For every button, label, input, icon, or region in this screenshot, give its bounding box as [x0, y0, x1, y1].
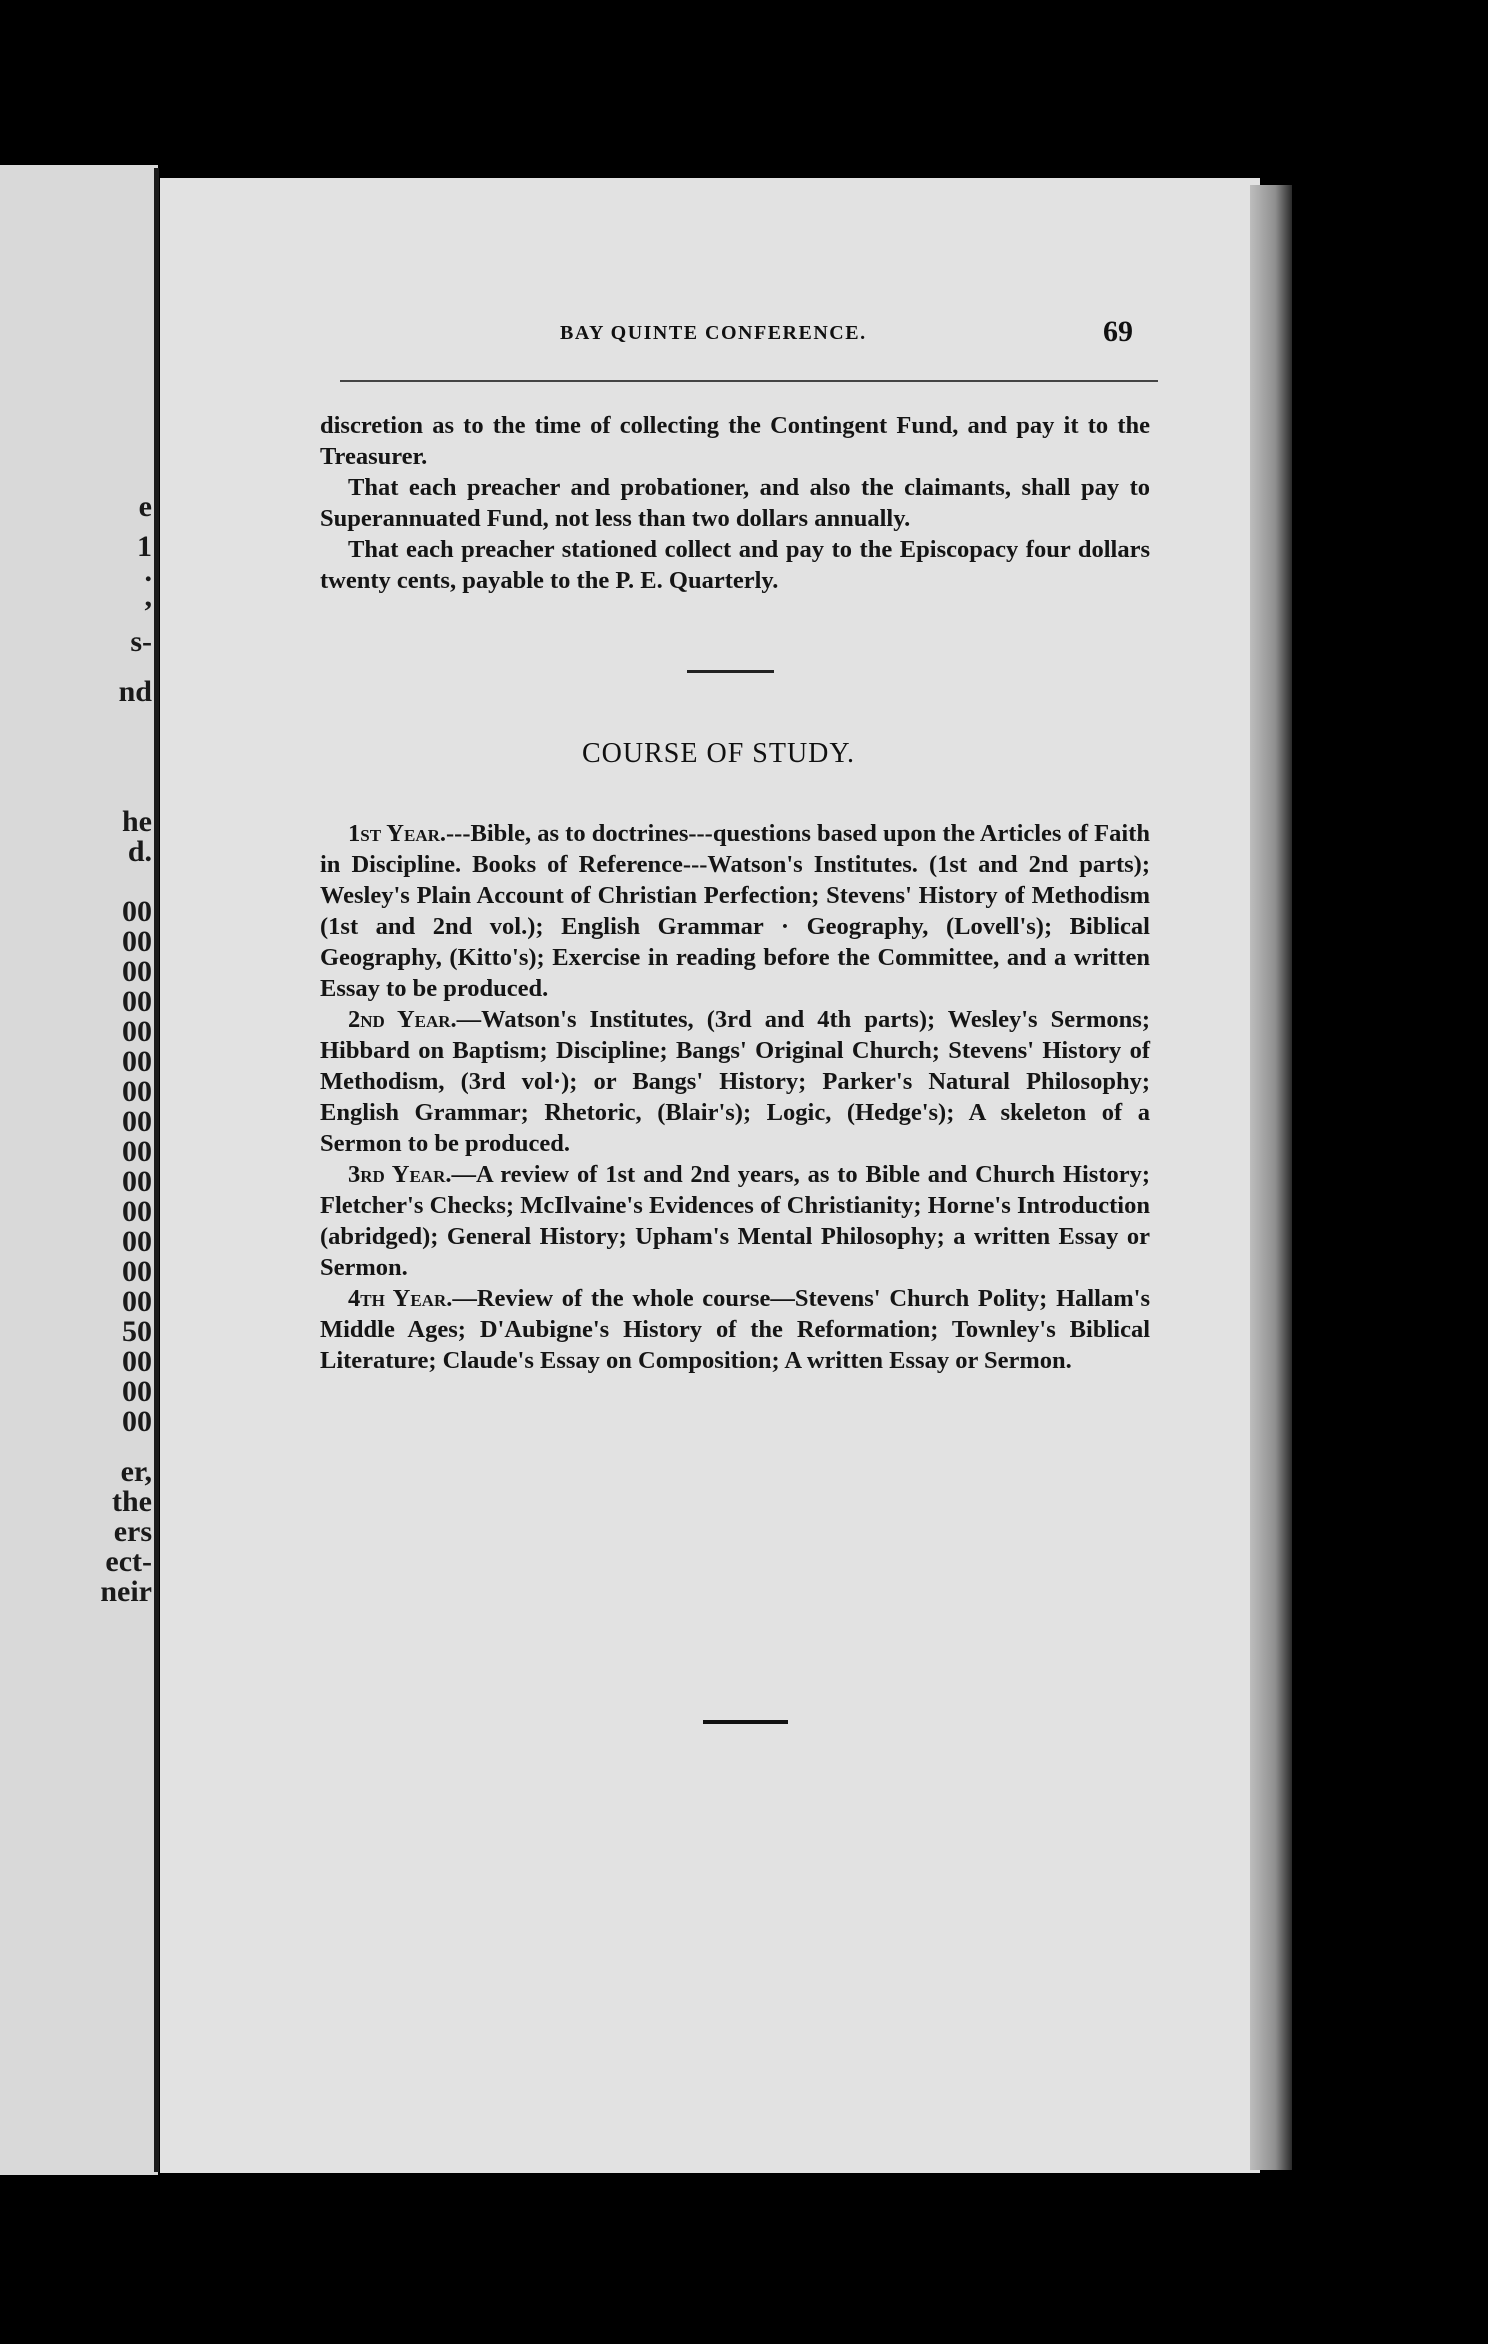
running-head: BAY QUINTE CONFERENCE.: [560, 322, 867, 344]
facing-page-text: 1: [137, 530, 152, 563]
facing-page-text: 00: [122, 895, 152, 928]
facing-page-text: ers: [113, 1515, 152, 1548]
page-edge: [1250, 185, 1292, 2170]
year-3-paragraph: [320, 1159, 1150, 1283]
intro-paragraph-3: That each preacher stationed collect and pay to the Episcopacy four dollars twenty cents, payable to the P. E. Quarterly.: [320, 536, 1150, 594]
facing-page-text: 00: [122, 1345, 152, 1378]
facing-page-fragment: [0, 165, 158, 2175]
facing-page-text: 00: [122, 1405, 152, 1438]
facing-page-text: s-: [130, 625, 152, 658]
facing-page-text: e: [138, 490, 152, 523]
facing-page-text: d.: [127, 835, 152, 868]
facing-page-text: neir: [100, 1575, 152, 1608]
intro-paragraph-1: discretion as to the time of collecting the Contingent Fund, and pay it to the Treasurer.: [320, 412, 1150, 470]
facing-page-text: 00: [122, 1225, 152, 1258]
facing-page-text: ,: [144, 580, 152, 613]
facing-page-text: 00: [122, 1375, 152, 1408]
year-1-text: ---Bible, as to doctrines---questions based upon the Articles of Faith in Discipline. Books of Reference---Watson's Institutes. (1st and 2nd parts); Wesley's Plain Account of Christian Perfection; Stevens' History of Methodism (1st and 2nd vol.); English Grammar · Geography, (Lovell's); Biblical Geography, (Kitto's); Exercise in reading before the Committee, and a written Essay to be produced.: [320, 820, 1150, 1002]
facing-page-text: er,: [120, 1455, 152, 1488]
year-1-paragraph: [320, 818, 1150, 1004]
facing-page-text: 00: [122, 1015, 152, 1048]
year-3-text: —A review of 1st and 2nd years, as to Bible and Church History; Fletcher's Checks; McIlvaine's Evidences of Christianity; Horne's Introduction (abridged); General History; Upham's Mental Philosophy; a written Essay or Sermon.: [320, 1161, 1151, 1281]
facing-page-text: the: [112, 1485, 152, 1518]
end-rule: [703, 1720, 788, 1724]
facing-page-text: 00: [122, 985, 152, 1018]
facing-page-text: 00: [122, 1165, 152, 1198]
facing-page-text: ect-: [105, 1545, 152, 1578]
facing-page-text: 00: [122, 1195, 152, 1228]
facing-page-text: 00: [122, 1255, 152, 1288]
section-title: COURSE OF STUDY.: [582, 738, 855, 769]
facing-page-text: 00: [122, 1045, 152, 1078]
facing-page-text: .: [144, 555, 152, 588]
year-4-paragraph: [320, 1283, 1150, 1376]
facing-page-text: 00: [122, 1135, 152, 1168]
section-divider: [687, 670, 774, 673]
facing-page-text: nd: [118, 675, 152, 708]
page-number: 69: [1103, 315, 1133, 348]
facing-page-text: 00: [122, 925, 152, 958]
course-of-study: [320, 818, 1150, 1376]
year-1-label: 1st Year.: [348, 820, 447, 847]
gutter-line: [154, 168, 159, 2172]
facing-page-text: 00: [122, 1285, 152, 1318]
facing-page-text: 50: [122, 1315, 152, 1348]
facing-page-text: 00: [122, 1105, 152, 1138]
intro-paragraph-2: That each preacher and probationer, and also the claimants, shall pay to Superannuated Fund, not less than two dollars annually.: [320, 474, 1150, 532]
facing-page-text: 00: [122, 1075, 152, 1108]
year-2-text: —Watson's Institutes, (3rd and 4th parts); Wesley's Sermons; Hibbard on Baptism; Discipline; Bangs' Original Church; Stevens' History of Methodism, (3rd vol·); or Bangs' History; Parker's Natural Philosophy; English Grammar; Rhetoric, (Blair's); Logic, (Hedge's); A skeleton of a Sermon to be produced.: [320, 1006, 1150, 1157]
header-rule: [340, 380, 1158, 382]
year-2-label: 2nd Year.: [348, 1006, 457, 1033]
facing-page-text: 00: [122, 955, 152, 988]
facing-page-text: he: [122, 805, 152, 838]
year-4-label: 4th Year.: [348, 1285, 453, 1312]
year-2-paragraph: [320, 1004, 1150, 1159]
intro-text: [320, 410, 1150, 596]
year-4-text: —Review of the whole course—Stevens' Church Polity; Hallam's Middle Ages; D'Aubigne's History of the Reformation; Townley's Biblical Literature; Claude's Essay on Composition; A written Essay or Sermon.: [320, 1285, 1150, 1374]
year-3-label: 3rd Year.: [348, 1161, 452, 1188]
